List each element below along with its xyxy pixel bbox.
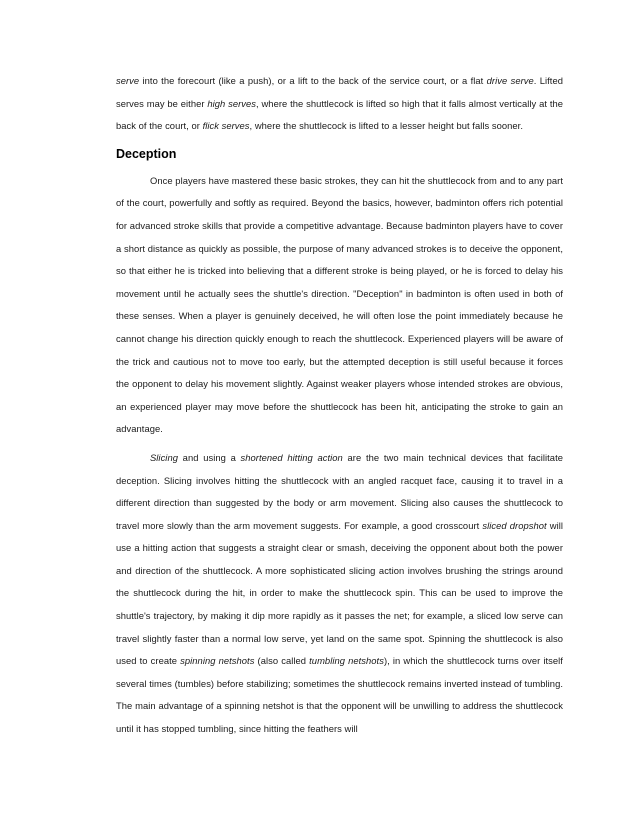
paragraph-slicing-text: are the two main technical devices that facilitate deception. Slicing involves hitting the shuttlecock with an angled racquet face, causing it to travel in a different direction than suggested by the body or arm movement. Slicing also causes the shuttlecock to travel more slowly than the arm movement suggests. For example, a good crosscourt [116, 451, 563, 531]
paragraph-slicing-term: tumbling netshots [309, 655, 384, 667]
paragraph-slicing-text: (also called [254, 655, 310, 667]
paragraph-slicing-text: and using a [177, 451, 241, 463]
paragraph-slicing-term: Slicing [150, 451, 178, 463]
paragraph-serve-term: flick serves [202, 120, 250, 132]
paragraph-serve-text: , where the shuttlecock is lifted so high that it falls almost vertically at the back of the court, or [116, 97, 563, 132]
paragraph-slicing-term: shortened hitting action [240, 451, 343, 463]
paragraph-slicing-term: sliced dropshot [482, 519, 547, 531]
paragraph-serve-term: drive serve [486, 75, 534, 86]
paragraph-serve-term: serve [116, 75, 140, 86]
page-body [116, 70, 563, 741]
paragraph-serve-text: into the forecourt (like a push), or a lift to the back of the service court, or a flat [139, 75, 487, 86]
paragraph-serve [116, 70, 563, 138]
paragraph-deception-text: Once players have mastered these basic strokes, they can hit the shuttlecock from and to any part of the court, powerfully and softly as required. Beyond the basics, however, badminton offers rich potential for advanced stroke skills that provide a competitive advantage. Because badminton players have to cover a short distance as quickly as possible, the purpose of many advanced strokes is to deceive the opponent, so that either he is tricked into believing that a different stroke is being played, or he is forced to delay his movement until he actually sees the shuttle's direction. "Deception" in badminton is often used in both of these senses. When a player is genuinely deceived, he will often lose the point immediately because he cannot change his direction quickly enough to reach the shuttlecock. Experienced players will be aware of the trick and cautious not to move too early, but the attempted deception is still useful because it forces the opponent to delay his movement slightly. Against weaker players whose intended strokes are obvious, an experienced player may move before the shuttlecock has been hit, anticipating the stroke to gain an advantage. [116, 174, 563, 435]
paragraph-slicing-text: ), in which the shuttlecock turns over itself several times (tumbles) before stabilizing; sometimes the shuttlecock remains inverted instead of tumbling. The main advantage of a spinning netshot is that the opponent will be unwilling to address the shuttlecock until it has stopped tumbling, since hitting the feathers will [116, 655, 563, 735]
paragraph-deception [116, 170, 563, 441]
paragraph-serve-text: , where the shuttlecock is lifted to a lesser height but falls sooner. [249, 120, 523, 132]
paragraph-slicing-term: spinning netshots [180, 655, 255, 667]
paragraph-serve-text: . Lifted serves may be either [116, 75, 563, 109]
paragraph-slicing-text: will use a hitting action that suggests a straight clear or smash, deceiving the opponent about both the power and direction of the shuttlecock. A more sophisticated slicing action involves brushing the strings around the shuttlecock during the hit, in order to make the shuttlecock spin. This can be used to improve the shuttle's trajectory, by making it dip more rapidly as it passes the net; for example, a sliced low serve can travel slightly faster than a normal low serve, yet land on the same spot. Spinning the shuttlecock is also used to create [116, 519, 563, 667]
section-heading: Deception [116, 146, 177, 161]
paragraph-slicing [116, 447, 563, 741]
paragraph-serve-term: high serves [207, 97, 257, 109]
